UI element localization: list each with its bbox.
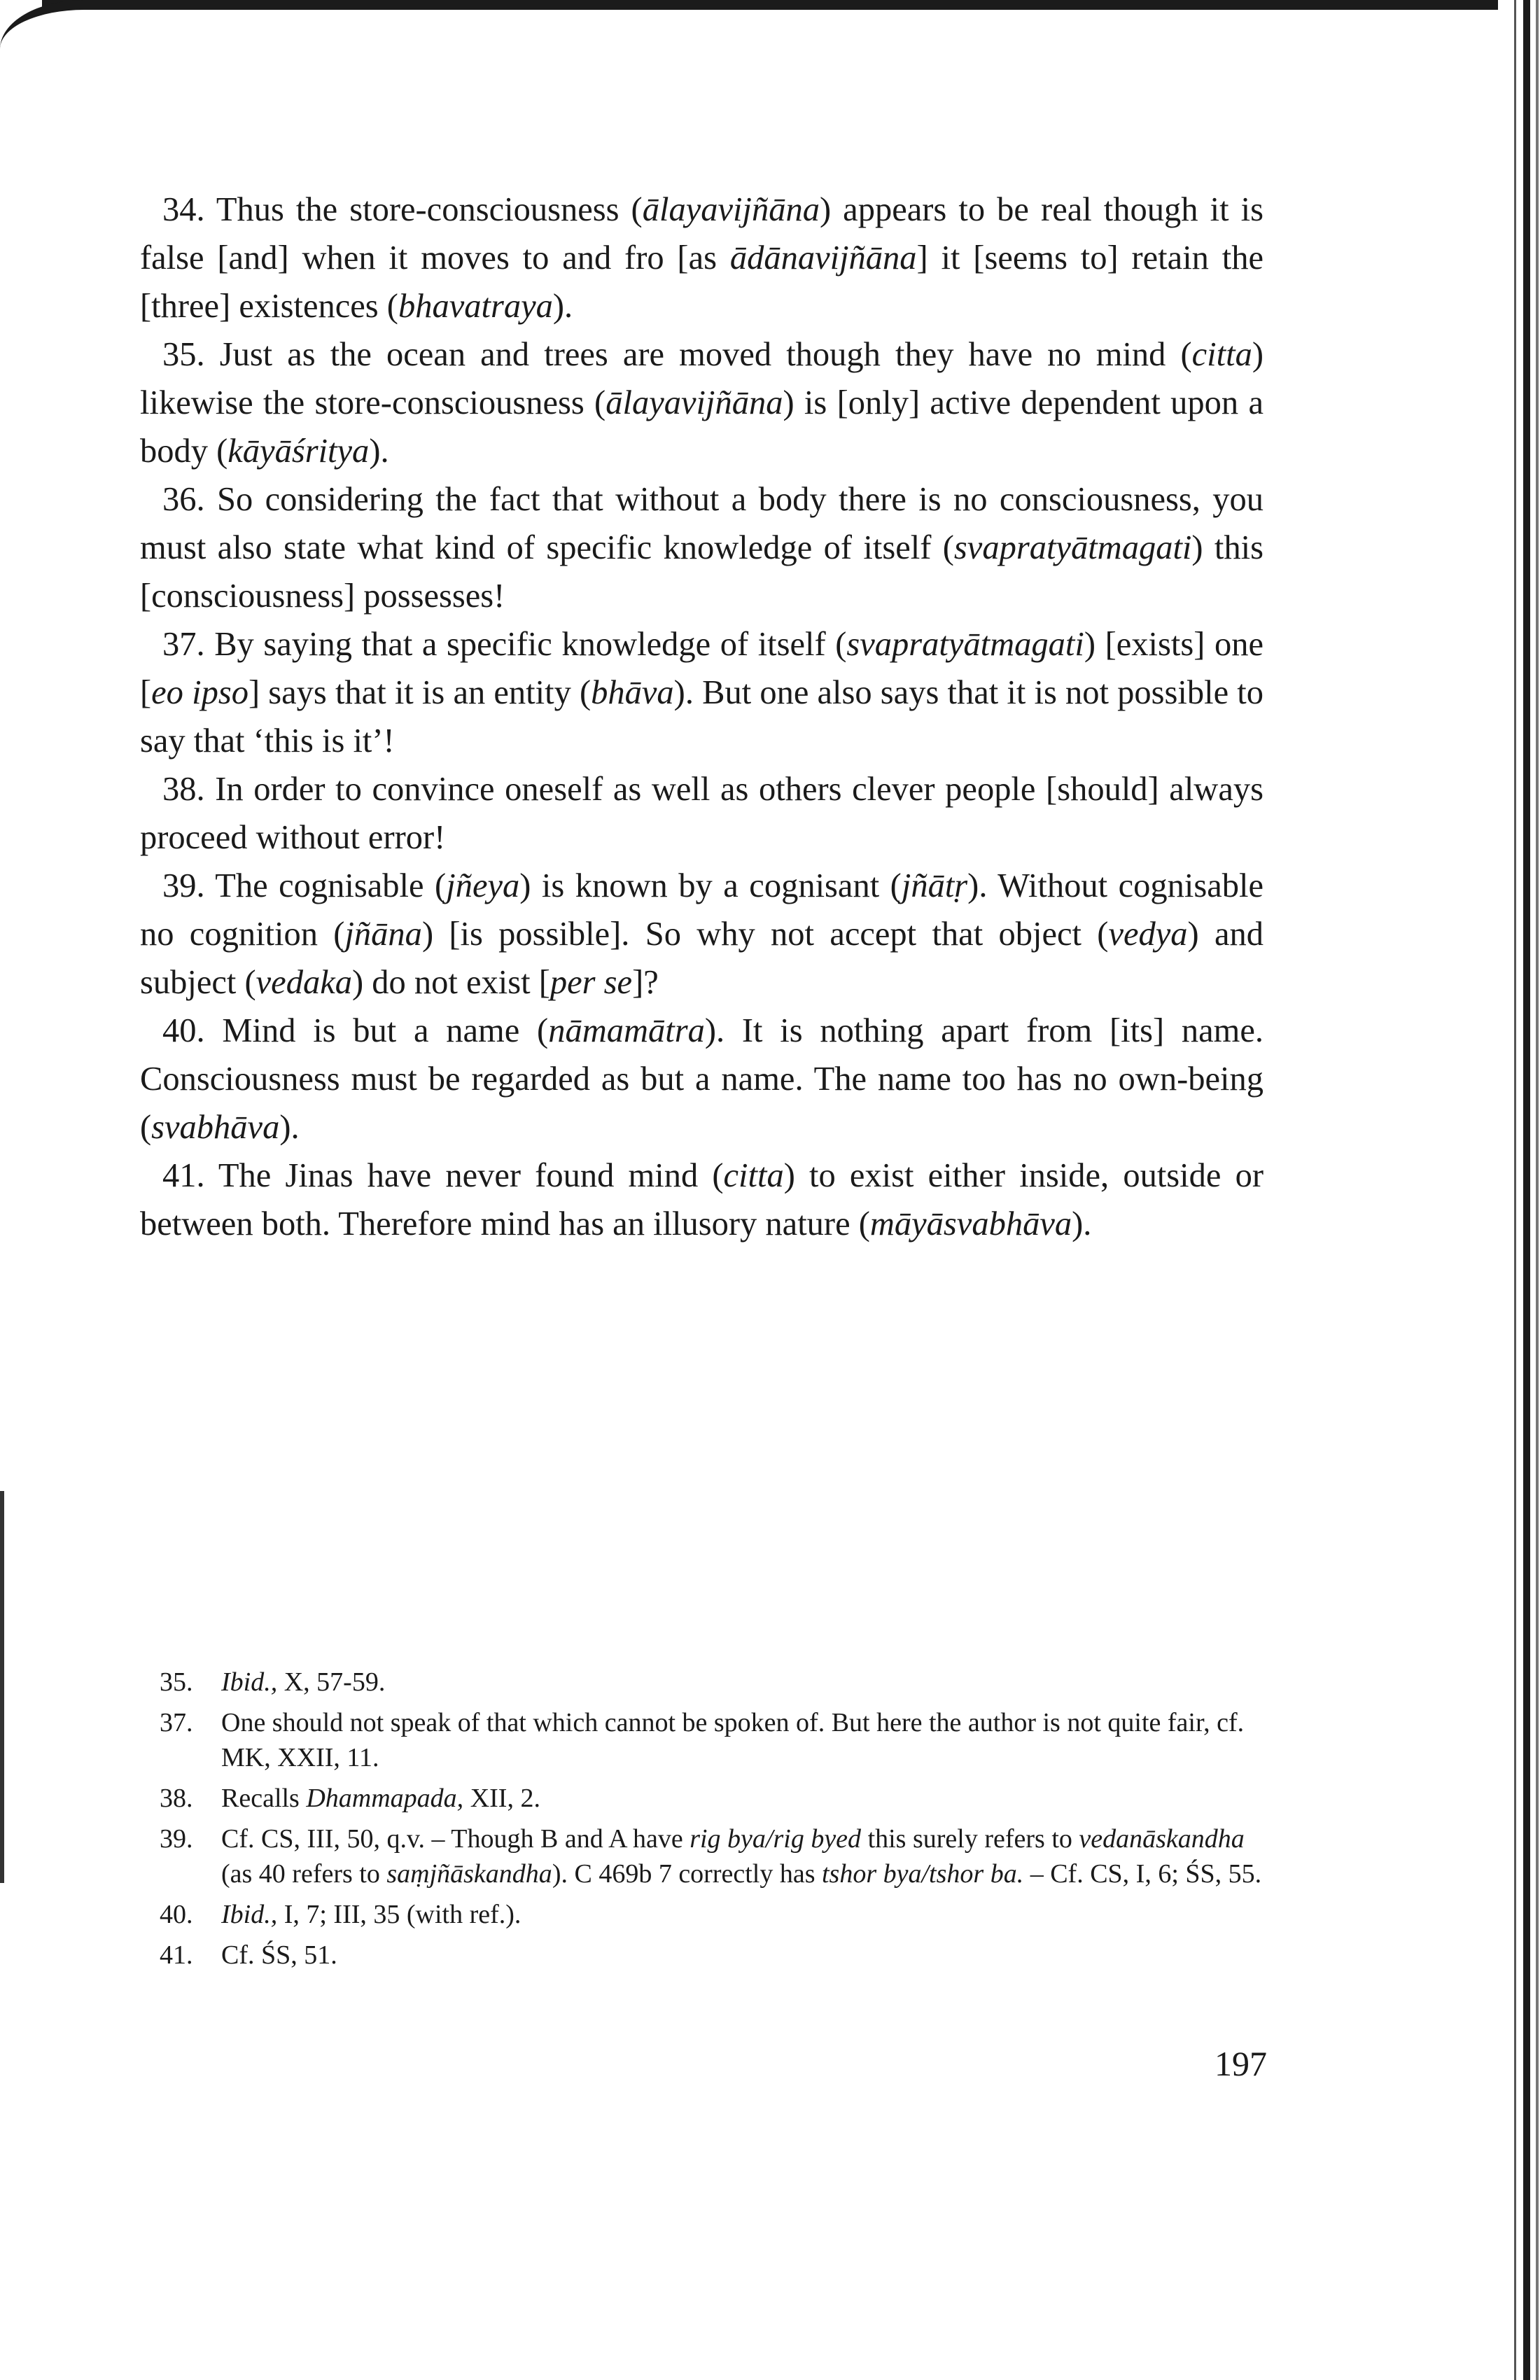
footnote-number: 41. <box>160 1940 193 1970</box>
text-run: ). C 469b 7 correctly has <box>552 1859 822 1889</box>
text-run: ). It is nothing apart from [its] name. Consciousness must be regarded as but a name. The name too has no own-being ( <box>140 1012 1264 1146</box>
text-run: ) do not exist [ <box>352 964 550 1001</box>
verse-number: 38. <box>162 771 205 808</box>
italic-term: māyāsvabhāva <box>869 1205 1072 1242</box>
text-run: ) to exist either inside, outside or between both. Therefore mind has an illusory nature ( <box>140 1157 1264 1242</box>
verse-paragraph <box>140 620 1264 765</box>
text-run: XII, 2. <box>463 1784 540 1813</box>
footnote-text <box>221 1938 1276 1973</box>
verse-number: 35. <box>162 336 205 373</box>
verse-paragraph <box>140 186 1264 330</box>
footnote-number: 38. <box>160 1784 193 1813</box>
footnote-number: 37. <box>160 1708 193 1737</box>
scan-edge-right-line <box>1514 0 1516 2380</box>
italic-term: vedanāskandha <box>1079 1824 1245 1854</box>
text-run: Recalls <box>221 1784 307 1813</box>
verse-number: 39. <box>162 867 205 904</box>
text-run: The cognisable ( <box>204 867 447 904</box>
italic-term: bhavatraya <box>398 288 553 325</box>
text-run: ). <box>552 288 573 325</box>
verse-paragraph <box>140 862 1264 1007</box>
italic-term: ālayavijñāna <box>606 384 783 421</box>
text-run: ). But one also says that it is not possible to say that ‘this is it’! <box>140 674 1264 760</box>
italic-term: ālayavijñāna <box>642 191 820 228</box>
italic-term: vedya <box>1108 916 1188 953</box>
text-run: ) and subject ( <box>140 916 1264 1001</box>
text-run: ) likewise the store-consciousness ( <box>140 336 1264 421</box>
text-run: The Jinas have never found mind ( <box>204 1157 724 1194</box>
text-run: ) [exists] one [ <box>140 626 1264 711</box>
text-run: ) is [only] active dependent upon a body ( <box>140 384 1264 470</box>
footnote <box>160 1665 1276 1700</box>
footnote-text <box>221 1665 1276 1700</box>
italic-term: per se <box>550 964 633 1001</box>
italic-term: Ibid., <box>221 1667 278 1697</box>
text-run: Cf. ŚS, 51. <box>221 1940 337 1970</box>
scan-edge-right <box>1523 0 1530 2380</box>
italic-term: bhāva <box>591 674 674 711</box>
text-run: – Cf. CS, I, 6; ŚS, 55. <box>1023 1859 1262 1889</box>
scan-edge-left-mark <box>0 1491 4 1883</box>
text-run: Cf. CS, III, 50, q.v. – Though B and A have <box>221 1824 690 1854</box>
footnote-text <box>221 1781 1276 1816</box>
italic-term: nāmamātra <box>548 1012 705 1049</box>
text-run: ). <box>369 433 389 470</box>
text-run: ) this [consciousness] possesses! <box>140 529 1264 615</box>
page-number: 197 <box>1214 2044 1267 2083</box>
text-run: ). Without cognisable no cognition ( <box>140 867 1264 953</box>
footnote <box>160 1897 1276 1932</box>
verse-paragraph <box>140 330 1264 475</box>
text-run: ] it [seems to] retain the [three] existences ( <box>140 239 1264 325</box>
text-run: I, 7; III, 35 (with ref.). <box>277 1900 522 1929</box>
footnote <box>160 1938 1276 1973</box>
verse-text-body <box>140 186 1264 1248</box>
footnote-text <box>221 1705 1276 1775</box>
text-run: One should not speak of that which cannot be spoken of. But here the author is not quite fair, cf. MK, XXII, 11. <box>221 1708 1245 1772</box>
italic-term: Dhammapada, <box>306 1784 464 1813</box>
scan-edge-top <box>42 0 1498 10</box>
italic-term: citta <box>723 1157 784 1194</box>
italic-term: kāyāśritya <box>227 433 370 470</box>
italic-term: vedaka <box>255 964 352 1001</box>
verse-number: 36. <box>162 481 205 518</box>
italic-term: saṃjñāskandha <box>386 1859 552 1889</box>
text-run: ). <box>1072 1205 1092 1242</box>
text-run: ) appears to be real though it is false [and] when it moves to and fro [as <box>140 191 1264 276</box>
scan-edge-corner <box>0 0 84 49</box>
italic-term: svapratyātmagati <box>846 626 1084 663</box>
text-run: ) [is possible]. So why not accept that object ( <box>421 916 1109 953</box>
text-run: ]? <box>632 964 659 1001</box>
footnote <box>160 1781 1276 1816</box>
verse-number: 34. <box>162 191 205 228</box>
italic-term: rig bya/rig byed <box>690 1824 862 1854</box>
footnote-number: 40. <box>160 1900 193 1929</box>
text-run: X, 57-59. <box>277 1667 386 1697</box>
italic-term: ādānavijñāna <box>729 239 917 276</box>
text-run: (as 40 refers to <box>221 1859 387 1889</box>
verse-number: 40. <box>162 1012 205 1049</box>
verse-paragraph <box>140 1007 1264 1152</box>
text-run: ) is known by a cognisant ( <box>519 867 902 904</box>
footnote <box>160 1821 1276 1891</box>
footnote <box>160 1705 1276 1775</box>
italic-term: Ibid., <box>221 1900 278 1929</box>
text-run: So considering the fact that without a body there is no consciousness, you must also state what kind of specific knowledge of itself ( <box>140 481 1264 566</box>
footnote-text <box>221 1821 1276 1891</box>
italic-term: jñeya <box>446 867 520 904</box>
text-run: ). <box>279 1109 300 1146</box>
italic-term: jñātṛ <box>901 867 968 904</box>
italic-term: jñāna <box>344 916 422 953</box>
italic-term: svapratyātmagati <box>953 529 1192 566</box>
footnote-text <box>221 1897 1276 1932</box>
text-run: Thus the store-consciousness ( <box>204 191 643 228</box>
footnote-number: 39. <box>160 1824 193 1854</box>
text-run: ] says that it is an entity ( <box>248 674 592 711</box>
text-run: this surely refers to <box>861 1824 1079 1854</box>
footnote-number: 35. <box>160 1667 193 1697</box>
verse-number: 37. <box>162 626 205 663</box>
italic-term: citta <box>1191 336 1252 373</box>
text-run: By saying that a specific knowledge of itself ( <box>204 626 847 663</box>
italic-term: tshor bya/tshor ba. <box>822 1859 1024 1889</box>
verse-number: 41. <box>162 1157 205 1194</box>
text-run: Just as the ocean and trees are moved though they have no mind ( <box>204 336 1192 373</box>
text-run: In order to convince oneself as well as others clever people [should] always proceed without error! <box>140 771 1264 856</box>
footnotes-section <box>160 1665 1276 1978</box>
italic-term: svabhāva <box>151 1109 280 1146</box>
italic-term: eo ipso <box>151 674 248 711</box>
text-run: Mind is but a name ( <box>204 1012 549 1049</box>
verse-paragraph <box>140 765 1264 862</box>
verse-paragraph <box>140 1152 1264 1248</box>
scan-edge-right-outer <box>1536 0 1539 2380</box>
verse-paragraph <box>140 475 1264 620</box>
